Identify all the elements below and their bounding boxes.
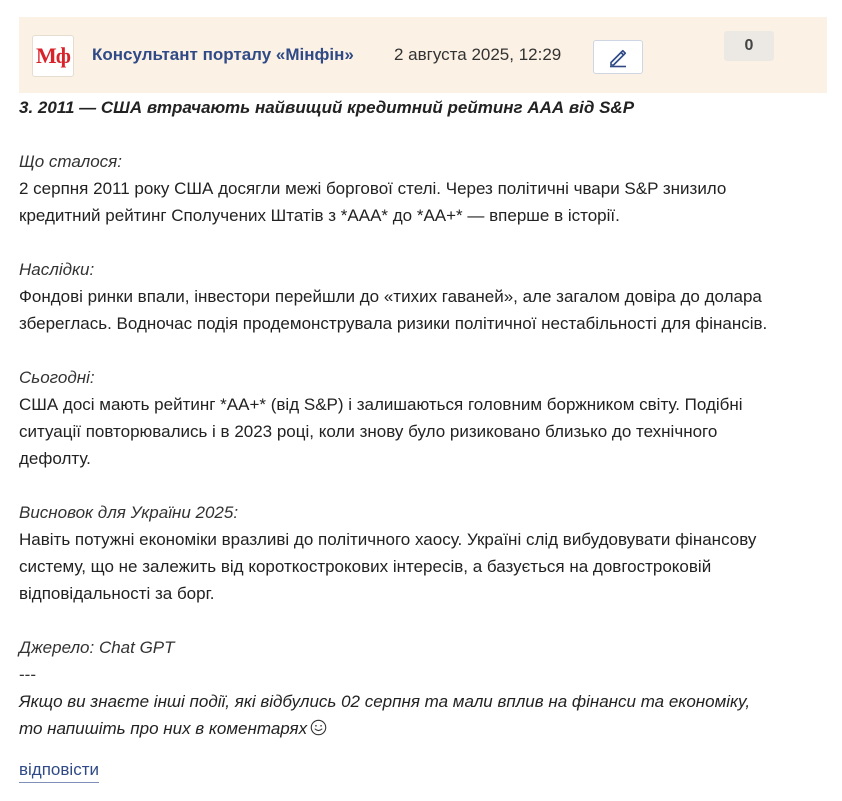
section-line: кредитний рейтинг Сполучених Штатів з *ААА* до *АА+* — вперше в історії. [19,206,620,225]
source-line: Джерело: Chat GPT [19,638,175,657]
section-line: Навіть потужні економіки вразливі до політичного хаосу. Україні слід вибудовувати фінансову [19,530,757,549]
closing-text: то напишіть про них в коментарях [19,719,308,738]
section-line: 2 серпня 2011 року США досягли межі боргової стелі. Через політичні чвари S&P знизило [19,179,727,198]
vote-count-badge: 0 [724,31,774,61]
section-label: Висновок для України 2025: [19,503,239,522]
section-line: відповідальності за борг. [19,584,215,603]
comment-header [19,17,827,93]
closing-line [19,715,827,742]
pencil-icon [607,46,629,68]
section-label: Сьогодні: [19,368,95,387]
section-what-happened [19,148,827,229]
section-line: Фондові ринки впали, інвестори перейшли до «тихих гаваней», але загалом довіра до долара [19,287,762,306]
section-line: ситуації повторювались і в 2023 році, коли знову було ризиковано близько до технічного [19,422,718,441]
author-name[interactable]: Консультант порталу «Мінфін» [92,45,354,64]
section-label: Наслідки: [19,260,95,279]
section-line: США досі мають рейтинг *АА+* (від S&P) і залишаються головним боржником світу. Подібні [19,395,743,414]
section-line: збереглась. Водночас подія продемонструвала ризики політичної нестабільності для фінансів. [19,314,768,333]
section-line: дефолту. [19,449,91,468]
reply-link[interactable]: відповісти [19,758,99,783]
smile-icon [310,719,327,736]
comment-body [19,94,827,742]
section-consequences [19,256,827,337]
section-today [19,364,827,472]
section-conclusion [19,499,827,607]
separator: --- [19,665,36,684]
comment-date: 2 августа 2025, 12:29 [394,45,562,64]
edit-button[interactable] [593,40,643,74]
comment-title: 3. 2011 — США втрачають найвищий кредитний рейтинг ААА від S&P [19,98,635,117]
closing-line: Якщо ви знаєте інші події, які відбулись 02 серпня та мали вплив на фінанси та економіку, [19,692,751,711]
section-line: систему, що не залежить від короткострокових інтересів, а базується на довгостроковій [19,557,712,576]
section-label: Що сталося: [19,152,122,171]
author-logo: Мф [32,35,74,77]
